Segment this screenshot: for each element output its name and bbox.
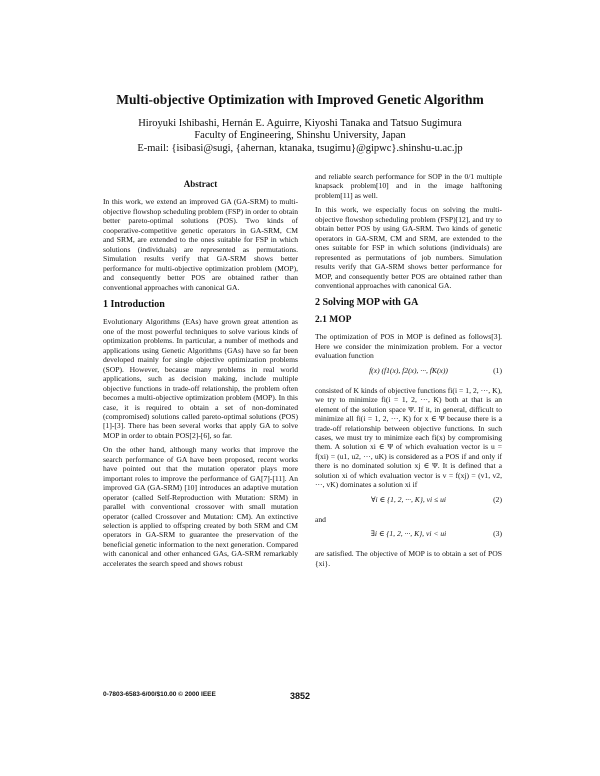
- equation-2-number: (2): [493, 494, 502, 504]
- intro-paragraph-2: On the other hand, although many works that improve the search performance of GA have been proposed, recent works have pointed out that the mutation operator plays more important roles to improve the performance of GA[7]-[11]. An improved GA (GA-SRM) [10] introduces an adaptive mutation operator (called Self-Reproduction with Mutation: SRM) in parallel with conventional crossover with small mutation operator (called Crossover and Mutation: CM). An extinctive selection is applied to offspring created by both SRM and CM operators in GA-SRM to guarantee the preservation of the beneficial genetic information to the next generation. Compared with canonical and other enhanced GAs, GA-SRM remarkably accelerates the search speed and shows robust: [103, 445, 298, 568]
- right-column: [315, 172, 502, 573]
- abstract-text: In this work, we extend an improved GA (GA-SRM) to multi-objective flowshop scheduling problem (FSP) in order to obtain better pareto-optimal solutions (POS). Two kinds of cooperative-competitive genetic operators in GA-SRM, CM and SRM, are extended to the ones suitable for FSP in which solutions (individuals) are represented as permutations. Simulation results verify that GA-SRM shows better performance for multi-objective optimization problem (MOP), and consequently better POS are obtained rather than conventional approaches with canonical GA.: [103, 197, 298, 292]
- intro-paragraph-1: Evolutionary Algorithms (EAs) have grown great attention as one of the most powerful techniques to solve various kinds of optimization problems. In particular, a number of methods and applications using Genetic Algorithms (GAs) have so far been developed mainly for single objective optimization problems (SOP). However, because many problems in real world applications, such as decision making, include multiple objective functions in trade-off relationship, the problem often becomes a multi-objective optimization problem (MOP). In this case, it is required to obtain a set of non-dominated (compromised) solutions called pareto-optimal solutions (POS)[1]-[3]. There has been several works that apply GA to solve MOP in order to obtain POS[2]-[6], so far.: [103, 317, 298, 440]
- abstract-heading: Abstract: [183, 179, 218, 189]
- author-email: E-mail: {isibasi@sugi, {ahernan, ktanaka, tsugimu}@gipwc}.shinshu-u.ac.jp: [137, 142, 463, 154]
- introduction-heading: 1 Introduction: [103, 298, 165, 310]
- left-column: [103, 172, 298, 573]
- page-number: 3852: [289, 691, 311, 701]
- author-names: Hiroyuki Ishibashi, Hernán E. Aguirre, Kiyoshi Tanaka and Tatsuo Sugimura: [138, 118, 462, 129]
- paper-title: Multi-objective Optimization with Improved Genetic Algorithm: [116, 92, 484, 107]
- section2-heading: 2 Solving MOP with GA: [315, 297, 419, 309]
- equation-2: [315, 495, 502, 509]
- copyright-line: 0-7803-6583-6/00/$10.00 © 2000 IEEE: [103, 691, 216, 698]
- author-block: [0, 118, 600, 155]
- equation-1-expression: f(x) (f1(x), f2(x), ···, fK(x)): [369, 365, 448, 375]
- equation-1-number: (1): [493, 365, 502, 375]
- and-text: and: [315, 514, 326, 524]
- mop-paragraph-2: consisted of K kinds of objective functions fi(i = 1, 2, ···, K), we try to minimize fi(i = 1, 2, ···, K) both at that is an element of the solution space Ψ. If it, in general, difficult to minimize all fi(i = 1, 2, ···, K) for x ∈ Ψ because there is a trade-off relationship between objective functions. In such cases, we must try to minimize each fi(x) by compromising them. A solution xi ∈ Ψ of which evaluation vector is u = f(xi) = (u1, u2, ···, uK) is considered as a POS if and only if there is no dominated solution xj ∈ Ψ. It is defined that a solution xi of which evaluation vector is v = f(xj) = (v1, v2, ···, vK) dominates a solution xi if: [315, 385, 502, 490]
- intro-paragraph-3: and reliable search performance for SOP in the 0/1 multiple knapsack problem[10] and in the image halftoning problem[11] as well.: [315, 172, 502, 200]
- equation-3-expression: ∃i ∈ {1, 2, ···, K}, vi < ui: [370, 529, 447, 539]
- mop-paragraph-1: The optimization of POS in MOP is defined as follows[3]. Here we consider the minimization problem. For a vector evaluation function: [315, 332, 502, 361]
- equation-2-expression: ∀i ∈ {1, 2, ···, K}, vi ≤ ui: [370, 494, 447, 504]
- equation-3-number: (3): [493, 529, 502, 539]
- mop-paragraph-3: are satisfied. The objective of MOP is to obtain a set of POS {xi}.: [315, 549, 502, 568]
- subsection-mop-heading: 2.1 MOP: [315, 314, 352, 325]
- equation-1: [315, 366, 502, 380]
- intro-paragraph-4: In this work, we especially focus on solving the multi-objective flowshop scheduling problem (FSP)[12], and try to obtain better POS by using GA-SRM. Two kinds of genetic operators in GA-SRM, CM and SRM, are extended to the ones suitable for FSP in which solutions (individuals) are represented as permutations of job numbers. Simulation results verify that GA-SRM shows better performance for MOP, and consequently better POS are obtained rather than conventional approaches with canonical GA.: [315, 205, 502, 290]
- author-affiliation: Faculty of Engineering, Shinshu University, Japan: [194, 130, 406, 142]
- equation-3: [315, 529, 502, 543]
